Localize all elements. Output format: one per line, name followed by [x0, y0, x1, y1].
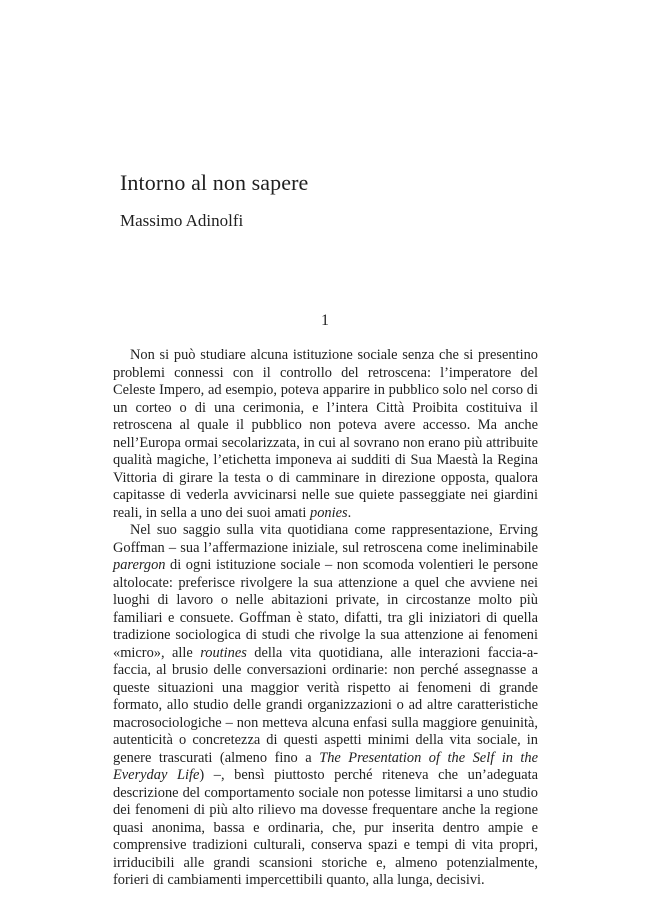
article-author: Massimo Adinolfi: [120, 211, 244, 230]
book-title: The Presentation of the Self in the Everyday Life: [113, 749, 538, 783]
italic-term: routines: [200, 644, 247, 661]
paragraph-text: della vita quotidiana, alle interazioni faccia-a-faccia, al brusio delle conversazioni ordinarie: non perché assegnasse a queste situazioni una maggior verità rispetto ai fenomeni di grande formato, allo studio delle grandi organizzazioni o ad altre caratteristiche macrosociologiche – non metteva alcuna enfasi sulla maggiore genuinità, autenticità o concretezza di questi aspetti minimi della vita sociale, in genere trascurati (almeno fino a: [113, 644, 538, 766]
paragraph-text: .: [347, 504, 352, 521]
paragraph-text: Non si può studiare alcuna istituzione sociale senza che si presentino problemi connessi con il controllo del retroscena: l’imperatore del Celeste Impero, ad esempio, poteva apparire in pubblico solo nel corso di un corteo o di una cerimonia, e l’intera Città Proibita costituiva il retroscena al quale il pubblico non poteva avere accesso. Ma anche nell’Europa ormai secolarizzata, in cui al sovrano non erano più attribuite qualità magiche, l’etichetta imponeva ai sudditi di Sua Maestà la Regina Vittoria di girare la testa o di camminare in direzione opposta, qualora capitasse di vederla avvicinarsi nelle sue quiete passeggiate nei giardini reali, in sella a uno dei suoi amati: [113, 347, 538, 521]
paragraph-text: Nel suo saggio sulla vita quotidiana come rappresentazione, Erving Goffman – sua l’affermazione iniziale, sul retroscena come ineliminabile: [113, 522, 538, 556]
body-paragraph: [113, 522, 538, 890]
paragraph-text: di ogni istituzione sociale – non scomoda volentieri le persone altolocate: preferisce rivolgere la sua attenzione a quel che avviene nei luoghi di lavoro o nelle abitazioni private, in circostanze molto più familiari e consuete. Goffman è stato, difatti, tra gli iniziatori di quella tradizione sociologica di studi che rivolge la sua attenzione ai fenomeni «micro», alle: [113, 557, 538, 661]
article-title: Intorno al non sapere: [120, 170, 309, 195]
section-number: 1: [321, 312, 329, 329]
body-paragraph: [113, 347, 538, 522]
italic-term: ponies: [310, 504, 348, 521]
paragraph-text: ) –, bensì piuttosto perché riteneva che un’adeguata descrizione del comportamento sociale non potesse limitarsi a uno studio dei fenomeni di più alto rilievo ma dovesse frequentare anche la regione quasi anonima, bassa e ordinaria, che, pur inserita dentro ampie e comprensive tradizioni culturali, conserva spazi e tempi di vita propri, irriducibili alle grandi scansioni storiche e, almeno potenzialmente, forieri di cambiamenti impercettibili quanto, alla lunga, decisivi.: [113, 767, 538, 888]
article-body: [113, 347, 538, 890]
italic-term: parergon: [113, 557, 166, 573]
